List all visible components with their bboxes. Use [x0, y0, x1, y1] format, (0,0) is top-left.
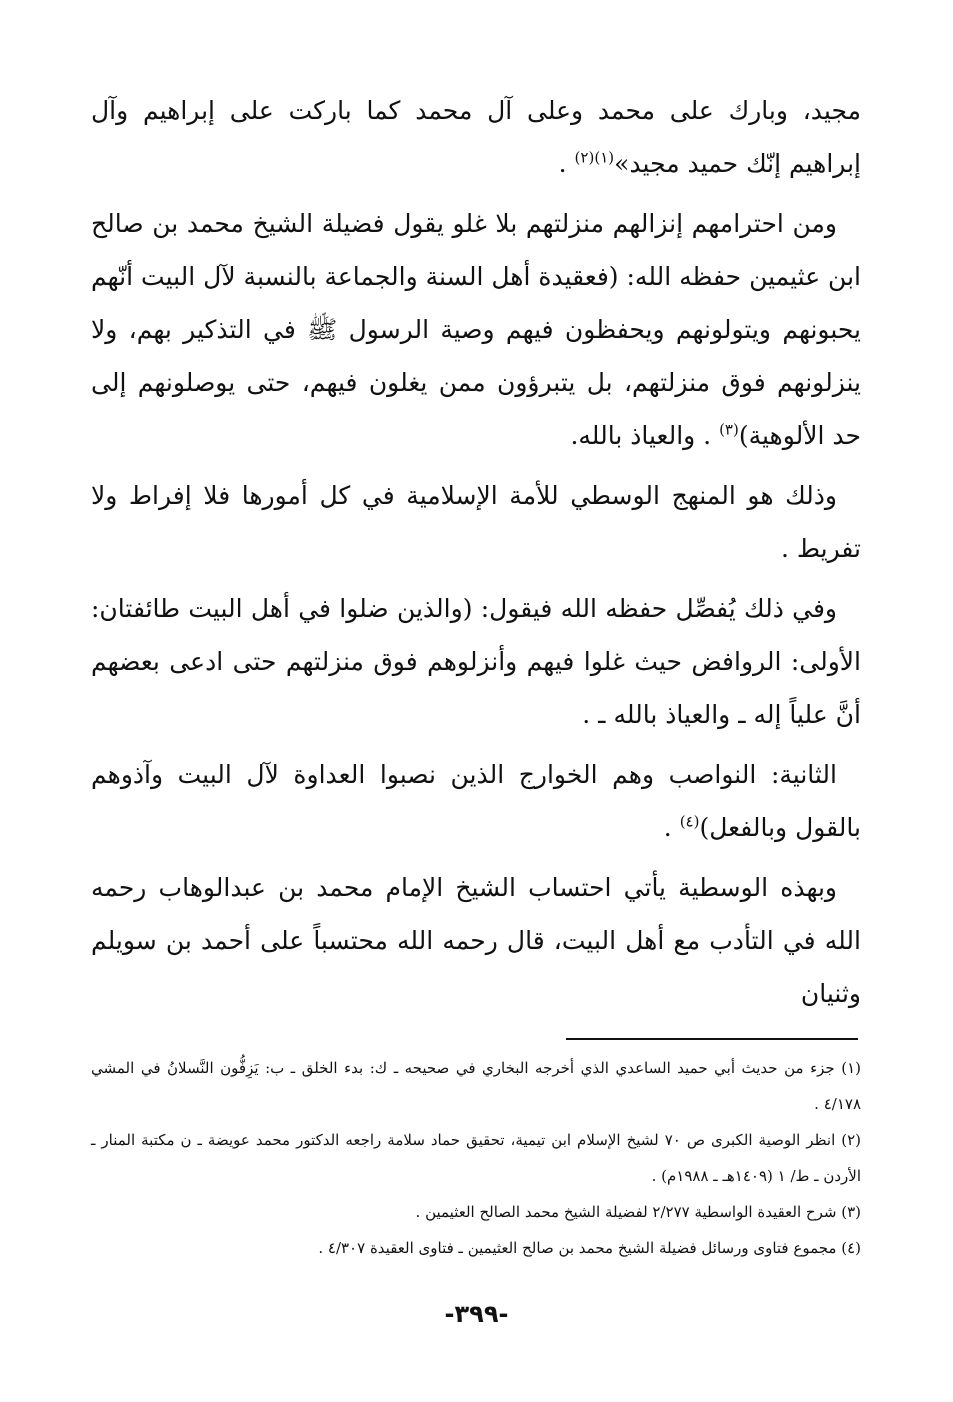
paragraph-6: وبهذه الوسطية يأتي احتساب الشيخ الإمام محمد بن عبدالوهاب رحمه الله في التأدب مع أهل البيت، قال رحمه الله محتسباً على أحمد بن سويلم وثنيان [91, 873, 861, 1008]
paragraph-2 [91, 197, 861, 462]
footnote-ref-1-2: (١)(٢) [574, 148, 615, 167]
paragraph-2-end: . والعياذ بالله. [570, 421, 720, 450]
footnote-4: (٤) مجموع فتاوى ورسائل فضيلة الشيخ محمد بن صالح العثيمين ـ فتاوى العقيدة ٤/٣٠٧ . [318, 1239, 861, 1257]
footnote-2: (٢) انظر الوصية الكبرى ص ٧٠ لشيخ الإسلام ابن تيمية، تحقيق حماد سلامة راجعه الدكتور محمد عويضة ـ ن مكتبة المنار ـ الأردن ـ ط/ ١ (١٤٠٩هـ ـ ١٩٨٨م) . [91, 1131, 861, 1185]
footnotes [91, 1050, 861, 1266]
paragraph-1-text: مجيد، وبارك على محمد وعلى آل محمد كما باركت على إبراهيم وآل إبراهيم إنّك حميد مجيد» [91, 96, 861, 178]
paragraph-4: وفي ذلك يُفصِّل حفظه الله فيقول: (والذين ضلوا في أهل البيت طائفتان: الأولى: الروافض حيث غلوا فيهم وأنزلوهم فوق منزلتهم حتى ادعى بعضهم أنَّ علياً إله ـ والعياذ بالله ـ . [91, 594, 861, 729]
footnote-ref-4: (٤) [679, 812, 700, 831]
paragraph-2-text: ومن احترامهم إنزالهم منزلتهم بلا غلو يقول فضيلة الشيخ محمد بن صالح ابن عثيمين حفظه الله: (فعقيدة أهل السنة والجماعة بالنسبة لآل البيت أنّهم يحبونهم ويتولونهم ويحفظون فيهم وصية الرسول ﷺ في التذكير بهم، ولا ينزلونهم فوق منزلتهم، بل يتبرؤون ممن يغلون فيهم، حتى يوصلونهم إلى حد الألوهية) [91, 209, 861, 450]
page-number: -٣٩٩- [444, 1300, 509, 1328]
footnote-1: (١) جزء من حديث أبي حميد الساعدي الذي أخرجه البخاري في صحيحه ـ ك: بدء الخلق ـ ب: يَزِفُّون النَّسلانُ في المشي ٤/١٧٨ . [91, 1059, 861, 1113]
paragraph-1-end: . [558, 149, 575, 178]
main-text [91, 84, 861, 1027]
paragraph-5-text: الثانية: النواصب وهم الخوارج الذين نصبوا العداوة لآل البيت وآذوهم بالقول وبالفعل) [91, 760, 861, 842]
footnote-3: (٣) شرح العقيدة الواسطية ٢/٢٧٧ لفضيلة الشيخ محمد الصالح العثيمين . [415, 1203, 861, 1221]
paragraph-3: وذلك هو المنهج الوسطي للأمة الإسلامية في كل أمورها فلا إفراط ولا تفريط . [91, 481, 861, 563]
footnote-divider [566, 1038, 858, 1040]
paragraph-5-end: . [663, 813, 680, 842]
paragraph-5 [91, 748, 861, 854]
footnote-ref-3: (٣) [719, 420, 739, 439]
paragraph-1 [91, 84, 861, 190]
